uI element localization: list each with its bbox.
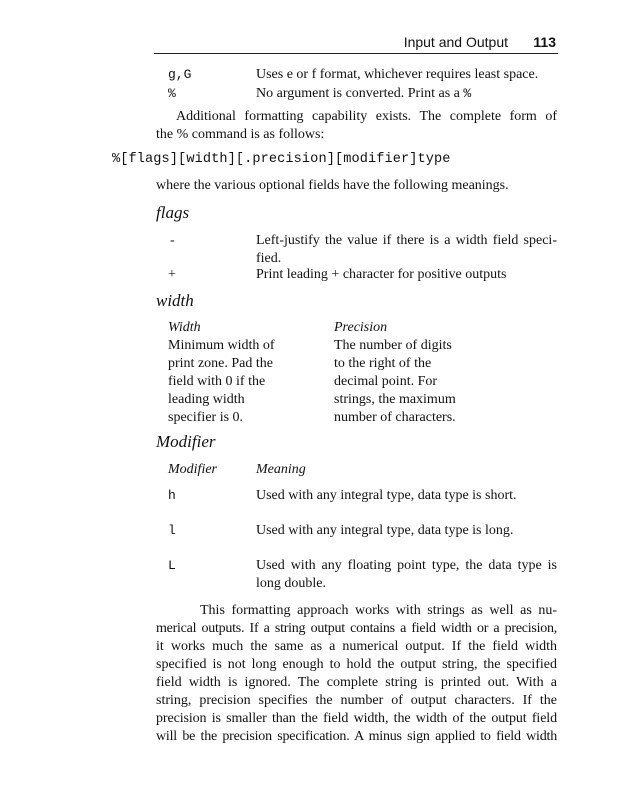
flag-minus-desc-line1: Left-justify the value if there is a width field speci- bbox=[256, 233, 557, 248]
flag-minus-symbol: - bbox=[170, 233, 175, 248]
width-line-2: print zone. Pad the bbox=[168, 356, 273, 371]
flag-minus-desc-line2: fied. bbox=[256, 251, 282, 266]
closing-line-8: will be the precision specification. A minus sign applied to field width bbox=[156, 729, 557, 744]
precision-line-2: to the right of the bbox=[334, 356, 432, 371]
flag-plus-symbol: + bbox=[168, 267, 176, 282]
closing-line-1: This formatting approach works with strings as well as nu- bbox=[200, 603, 557, 618]
flags-heading: flags bbox=[156, 203, 190, 222]
page-number: 113 bbox=[533, 34, 556, 50]
precision-line-4: strings, the maximum bbox=[334, 392, 456, 407]
precision-line-3: decimal point. For bbox=[334, 374, 438, 389]
modifier-desc-h: Used with any integral type, data type is short. bbox=[256, 488, 517, 503]
width-line-1: Minimum width of bbox=[168, 338, 275, 353]
precision-line-5: number of characters. bbox=[334, 410, 456, 425]
modifier-desc-L-line1: Used with any floating point type, the data type is bbox=[256, 558, 557, 573]
intro-line-2: the % command is as follows: bbox=[156, 127, 325, 142]
modifier-code-l: l bbox=[168, 523, 176, 538]
header-rule bbox=[154, 53, 558, 54]
closing-line-4: specified is not long enough to hold the output string, the specified bbox=[156, 657, 557, 672]
modifier-desc-L-line2: long double. bbox=[256, 576, 326, 591]
format-desc-percent bbox=[256, 85, 471, 103]
modifier-code-h: h bbox=[168, 488, 176, 503]
format-code-g: g,G bbox=[168, 67, 192, 82]
closing-line-2: merical outputs. If a string output contains a field width or a precision, bbox=[156, 621, 557, 636]
closing-line-3: it works much the same as a numerical output. If the field width bbox=[156, 639, 557, 654]
format-desc-percent-text: No argument is converted. Print as a bbox=[256, 86, 464, 101]
closing-line-6: string, precision specifies the number of output characters. If the bbox=[156, 693, 557, 708]
width-line-3: field with 0 if the bbox=[168, 374, 266, 389]
format-desc-percent-tail: % bbox=[463, 86, 472, 101]
running-header bbox=[154, 34, 558, 52]
width-line-4: leading width bbox=[168, 392, 245, 407]
fields-intro: where the various optional fields have the following meanings. bbox=[156, 178, 509, 193]
syntax-line: %[flags][width][.precision][modifier]type bbox=[112, 152, 451, 167]
closing-line-5: field width is ignored. The complete string is printed out. With a bbox=[156, 675, 557, 690]
intro-line-1: Additional formatting capability exists. The complete form of bbox=[176, 109, 557, 124]
modifier-code-L: L bbox=[168, 558, 176, 573]
width-line-5: specifier is 0. bbox=[168, 410, 244, 425]
modifier-desc-l: Used with any integral type, data type is long. bbox=[256, 523, 514, 538]
modifier-col-head: Modifier bbox=[168, 462, 217, 477]
width-heading: width bbox=[156, 291, 194, 310]
meaning-col-head: Meaning bbox=[256, 462, 306, 477]
modifier-heading: Modifier bbox=[156, 432, 216, 451]
format-desc-g: Uses e or f format, whichever requires least space. bbox=[256, 67, 539, 82]
precision-line-1: The number of digits bbox=[334, 338, 452, 353]
header-title: Input and Output bbox=[403, 34, 508, 50]
width-col-head: Width bbox=[168, 320, 201, 335]
flag-plus-desc: Print leading + character for positive outputs bbox=[256, 267, 507, 282]
format-code-percent: % bbox=[168, 86, 176, 101]
closing-line-7: precision is smaller than the field width, the width of the output field bbox=[156, 711, 557, 726]
precision-col-head: Precision bbox=[334, 320, 388, 335]
